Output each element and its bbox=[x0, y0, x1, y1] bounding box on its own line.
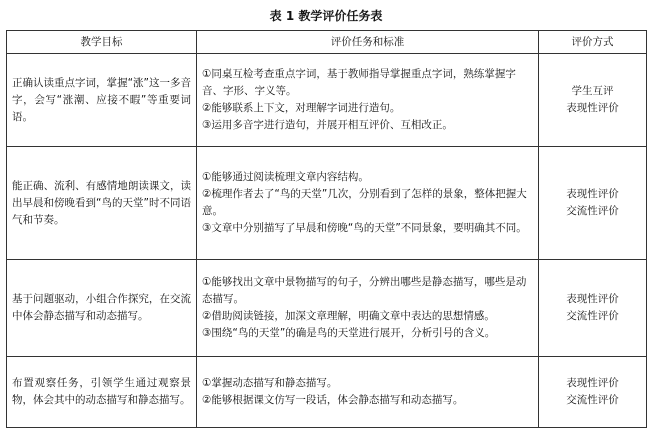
goal-cell: 布置观察任务，引领学生通过观察景物，体会其中的动态描写和静态描写。 bbox=[7, 357, 197, 428]
criteria-item: ①掌握动态描写和静态描写。 bbox=[202, 377, 338, 389]
method-item: 表现性评价 bbox=[566, 293, 619, 305]
goal-cell: 能正确、流利、有感情地朗读课文，读出早晨和傍晚看到“鸟的天堂”时不同语气和节奏。 bbox=[7, 147, 197, 260]
criteria-cell bbox=[197, 260, 539, 357]
method-cell bbox=[539, 260, 647, 357]
criteria-cell bbox=[197, 54, 539, 147]
header-criteria: 评价任务和标准 bbox=[197, 31, 539, 54]
evaluation-task-table bbox=[6, 30, 647, 428]
table-row bbox=[7, 147, 647, 260]
criteria-item: ②能够根据课文仿写一段话，体会静态描写和动态描写。 bbox=[202, 394, 464, 406]
table-row bbox=[7, 260, 647, 357]
criteria-item: ②借助阅读链接，加深文章理解，明确文章中表达的思想情感。 bbox=[202, 310, 495, 322]
table-title: 表 1 教学评价任务表 bbox=[269, 9, 383, 23]
criteria-item: ①同桌互检考查重点字词，基于教师指导掌握重点字词，熟练掌握字音、字形、字义等。 bbox=[202, 68, 516, 97]
method-cell bbox=[539, 147, 647, 260]
criteria-item: ②梳理作者去了“鸟的天堂”几次，分别看到了怎样的景象，整体把握大意。 bbox=[202, 188, 527, 217]
method-cell bbox=[539, 54, 647, 147]
criteria-item: ③运用多音字进行造句，并展开相互评价、互相改正。 bbox=[202, 119, 453, 131]
method-item: 表现性评价 bbox=[566, 377, 619, 389]
method-item: 学生互评 bbox=[571, 85, 614, 97]
table-row bbox=[7, 54, 647, 147]
goal-cell: 基于问题驱动，小组合作探究，在交流中体会静态描写和动态描写。 bbox=[7, 260, 197, 357]
method-item: 交流性评价 bbox=[566, 394, 619, 406]
criteria-item: ③围绕“鸟的天堂”的确是鸟的天堂进行展开，分析引号的含义。 bbox=[202, 327, 496, 339]
header-goal: 教学目标 bbox=[7, 31, 197, 54]
criteria-item: ③文章中分别描写了早晨和傍晚“鸟的天堂”不同景象，要明确其不同。 bbox=[202, 222, 527, 234]
criteria-cell bbox=[197, 147, 539, 260]
method-item: 交流性评价 bbox=[566, 205, 619, 217]
method-item: 交流性评价 bbox=[566, 310, 619, 322]
header-method: 评价方式 bbox=[539, 31, 647, 54]
method-item: 表现性评价 bbox=[566, 102, 619, 114]
criteria-item: ①能够找出文章中景物描写的句子，分辨出哪些是静态描写，哪些是动态描写。 bbox=[202, 276, 527, 305]
criteria-item: ②能够联系上下文，对理解字词进行造句。 bbox=[202, 102, 401, 114]
header-row bbox=[7, 31, 647, 54]
method-item: 表现性评价 bbox=[566, 188, 619, 200]
criteria-item: ①能够通过阅读梳理文章内容结构。 bbox=[202, 171, 369, 183]
goal-cell: 正确认读重点字词，掌握“涨”这一多音字，会写“涨潮、应接不暇”等重要词语。 bbox=[7, 54, 197, 147]
